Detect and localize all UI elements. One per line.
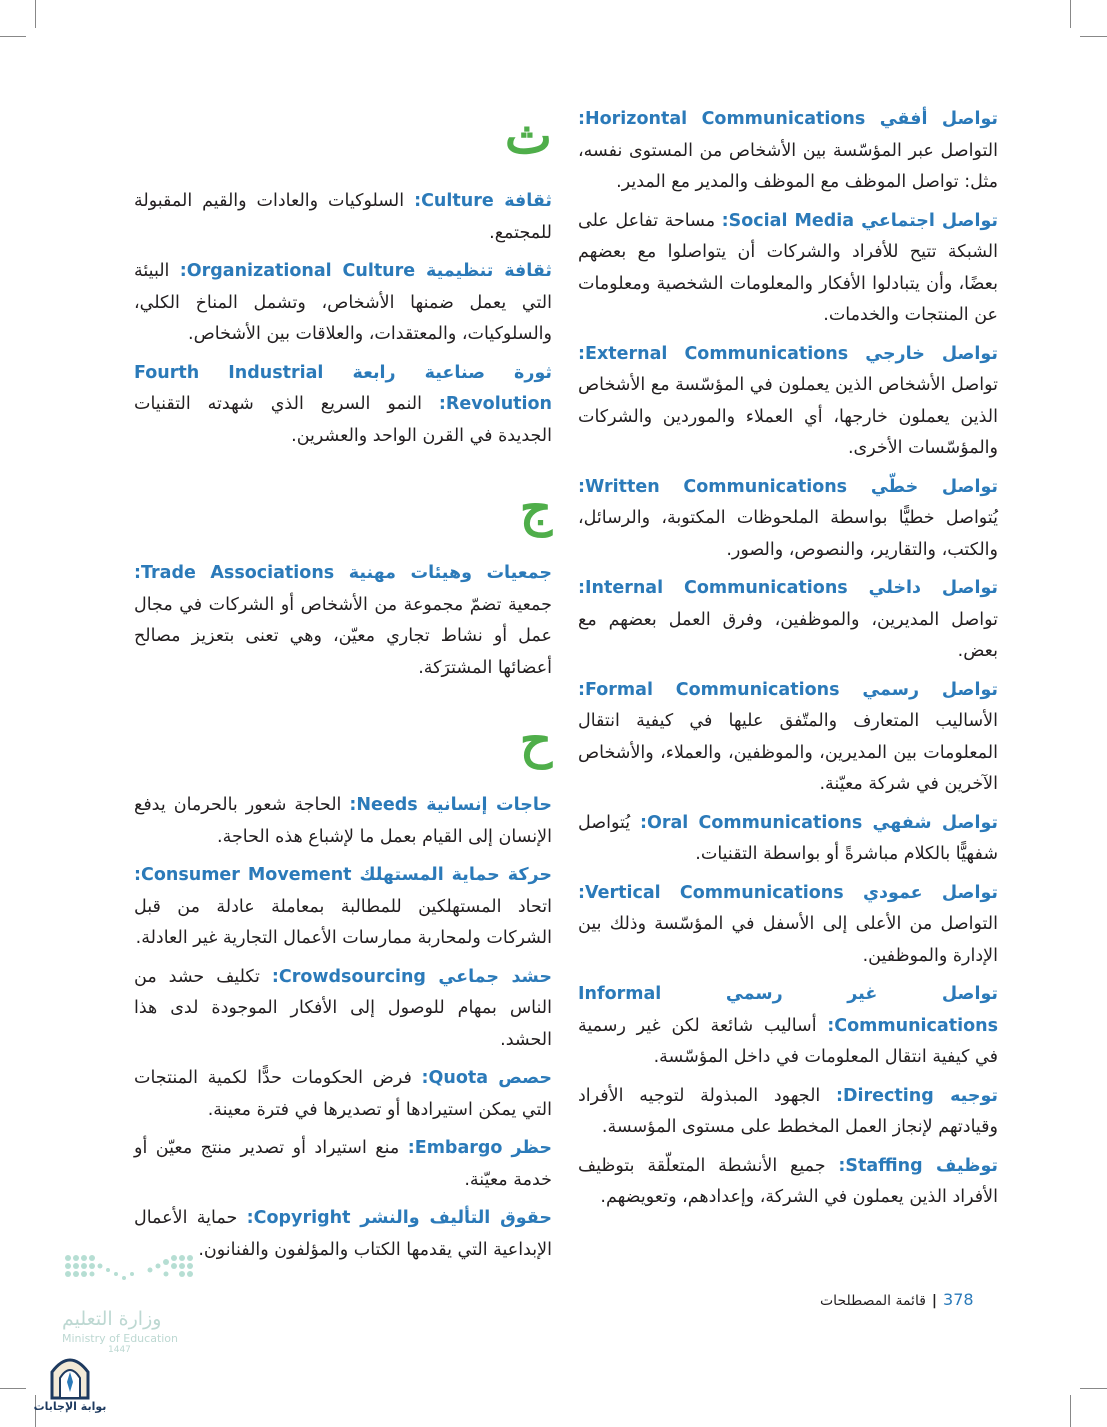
glossary-definition: النمو السريع الذي شهدته التقنيات الجديدة في القرن الواحد والعشرين. [134, 394, 552, 446]
section-letter-heading: ث [504, 106, 552, 165]
page-footer [820, 1290, 974, 1309]
glossary-entry [134, 790, 552, 853]
glossary-term: ثقافة تنظيمية Organizational Culture: [179, 261, 553, 281]
glossary-definition: الأساليب المتعارف والمتّفق عليها في كيفية انتقال المعلومات بين المديرين، والموظفين، والعملاء، والأشخاص الآخرين في شركة معيّنة. [578, 711, 998, 794]
glossary-entry [134, 1063, 552, 1126]
ministry-name-arabic: وزارة التعليم [62, 1308, 162, 1330]
section-letter-heading: ح [519, 710, 552, 769]
crop-mark [35, 0, 36, 28]
glossary-definition: جمعية تضمّ مجموعة من الأشخاص أو الشركات في مجال عمل أو نشاط تجاري معيّن، وهي تعنى بتعزيز مصالح أعضائها المشترَكة. [134, 594, 552, 678]
glossary-definition: حماية الأعمال الإبداعية التي يقدمها الكتاب والمؤلفون والفنانون. [134, 1208, 552, 1260]
glossary-definition: السلوكيات والعادات والقيم المقبولة للمجتمع. [134, 191, 552, 243]
glossary-term: حظر Embargo: [407, 1138, 553, 1158]
glossary-entry [578, 808, 998, 871]
page-number: 378 [943, 1290, 974, 1309]
glossary-entry [134, 186, 552, 249]
glossary-entry [578, 472, 998, 567]
crop-mark [1070, 1395, 1071, 1427]
glossary-definition: فرض الحكومات حدًّا لكمية المنتجات التي يمكن استيرادها أو تصديرها في فترة معينة. [134, 1068, 552, 1120]
glossary-term: تواصل خطّي Written Communications: [578, 476, 998, 497]
crop-mark [1080, 36, 1107, 37]
glossary-term: تواصل عمودي Vertical Communications: [578, 882, 999, 903]
glossary-right-column [578, 104, 998, 1221]
crop-mark [1070, 0, 1071, 28]
glossary-definition: تكليف حشد من الناس بمهام للوصول إلى الأفكار الموجودة لدى هذا الحشد. [134, 966, 552, 1050]
glossary-definition: يُتواصل خطيًّا بواسطة الملحوظات المكتوبة، والرسائل، والكتب، والتقارير، والنصوص، والصور. [578, 508, 998, 560]
glossary-entry [134, 358, 552, 453]
glossary-term: حاجات إنسانية Needs: [349, 795, 552, 815]
ministry-name-english: Ministry of Education [62, 1332, 179, 1345]
glossary-term: تواصل داخلي Internal Communications: [578, 578, 999, 598]
footer-separator: | [931, 1293, 938, 1309]
glossary-entry [578, 675, 998, 801]
glossary-definition: مساحة تفاعل على الشبكة تتيح للأفراد والشركات أن يتواصلوا مع بعضهم بعضًا، وأن يتبادلوا الأفكار والمعلومات الشخصية ومعلومات عن المنتجات والخدمات. [578, 210, 998, 325]
glossary-entry [578, 1151, 998, 1214]
glossary-definition: يُتواصل شفهيًّا بالكلام مباشرةً أو بواسطة التقنيات. [578, 812, 998, 864]
glossary-entry [134, 1133, 552, 1196]
glossary-definition: تواصل الأشخاص الذين يعملون في المؤسّسة مع الأشخاص الذين يعملون خارجها، أي العملاء والموردين والشركات والمؤسّسات الأخرى. [578, 375, 998, 458]
glossary-term: حشد جماعي Crowdsourcing: [271, 966, 552, 987]
glossary-definition: الجهود المبذولة لتوجيه الأفراد وقيادتهم لإنجاز العمل المخطط على مستوى المؤسسة. [578, 1085, 998, 1137]
glossary-term: حركة حماية المستهلك Consumer Movement: [134, 865, 552, 885]
glossary-term: تواصل خارجي External Communications: [578, 343, 998, 364]
glossary-entry [578, 878, 998, 973]
glossary-entry [134, 256, 552, 351]
glossary-entry [578, 573, 998, 668]
glossary-term: ثورة صناعية رابعة Fourth Industrial Revolution: [134, 362, 553, 414]
glossary-definition: التواصل عبر المؤسّسة بين الأشخاص من المستوى نفسه، مثل: تواصل الموظف مع الموظف والمدير مع المدير. [578, 140, 998, 192]
ministry-logo [62, 1308, 178, 1355]
glossary-entry [578, 979, 998, 1074]
glossary-entry [578, 104, 998, 199]
glossary-entry [578, 1081, 998, 1144]
glossary-definition: منع استيراد أو تصدير منتج معيّن أو خدمة معيّنة. [134, 1138, 552, 1190]
crop-mark [0, 1388, 26, 1389]
glossary-term: تواصل غير رسمي Informal Communications: [578, 984, 998, 1036]
glossary-left-column [134, 104, 552, 1273]
crop-mark [0, 36, 26, 37]
glossary-term: تواصل رسمي Formal Communications: [578, 679, 998, 700]
glossary-entry [134, 860, 552, 955]
glossary-term: تواصل أفقي Horizontal Communications: [578, 109, 998, 129]
glossary-term: توجيه Directing: [836, 1085, 998, 1106]
glossary-definition: جميع الأنشطة المتعلّقة بتوظيف الأفراد الذين يعملون في الشركة، وإعدادهم، وتعويضهم. [578, 1155, 998, 1207]
glossary-term: جمعيات وهيئات مهنية Trade Associations: [134, 563, 552, 583]
glossary-entry [134, 558, 552, 684]
glossary-entry [134, 962, 552, 1057]
glossary-term: تواصل اجتماعي Social Media: [721, 210, 998, 231]
glossary-definition: تواصل المديرين، والموظفين، وفرق العمل بعضهم مع بعض. [578, 609, 998, 661]
watermark-text: بوابة الإجابات [33, 1400, 107, 1413]
glossary-term: توظيف Staffing: [838, 1155, 998, 1176]
glossary-term: ثقافة Culture: [414, 191, 553, 211]
glossary-term: حصص Quota: [421, 1068, 552, 1088]
site-watermark [30, 1350, 110, 1413]
ministry-dots-logo-icon [64, 1252, 198, 1286]
ministry-year: 1447 [108, 1345, 131, 1355]
glossary-entry [578, 339, 998, 465]
glossary-entry [578, 206, 998, 332]
glossary-definition: اتحاد المستهلكين للمطالبة بمعاملة عادلة من قبل الشركات ولمحاربة ممارسات الأعمال التجارية غير العادلة. [134, 896, 552, 948]
section-letter-heading: ج [519, 478, 552, 537]
section-title: قائمة المصطلحات [820, 1293, 926, 1309]
glossary-term: تواصل شفهي Oral Communications: [639, 812, 998, 833]
mosque-gate-icon [48, 1350, 92, 1400]
glossary-definition: البيئة التي يعمل ضمنها الأشخاص، وتشمل المناخ الكلي، والسلوكيات، والمعتقدات، والعلاقات بين الأشخاص. [134, 261, 552, 344]
glossary-definition: الحاجة شعور بالحرمان يدفع الإنسان إلى القيام بعمل ما لإشباع هذه الحاجة. [134, 795, 552, 847]
glossary-definition: التواصل من الأعلى إلى الأسفل في المؤسّسة وذلك بين الإدارة والموظفين. [578, 914, 998, 966]
crop-mark [1080, 1388, 1107, 1389]
glossary-definition: أساليب شائعة لكن غير رسمية في كيفية انتقال المعلومات في داخل المؤسّسة. [578, 1015, 998, 1067]
glossary-term: حقوق التأليف والنشر Copyright: [246, 1208, 552, 1228]
